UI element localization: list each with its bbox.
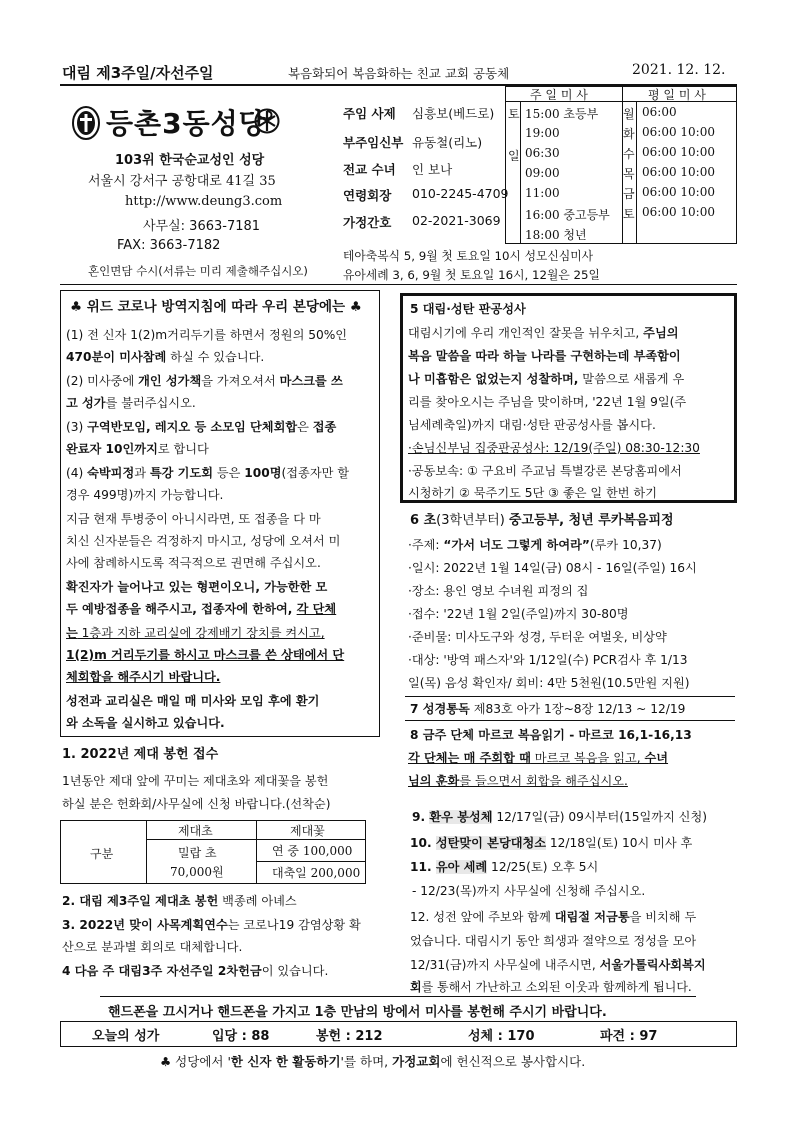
bulletin-title: 대림 제3주일/자선주일 xyxy=(62,64,214,82)
notice-item: 대림절 저금통 xyxy=(554,910,630,924)
weekday-label: 월 xyxy=(623,107,635,121)
covid-text: 접종 xyxy=(312,420,337,434)
mass-time: 15:00 초등부 xyxy=(525,107,599,121)
staff-role: 가정간호 xyxy=(343,215,392,230)
mass-time: 06:30 xyxy=(525,146,560,160)
bulletin-date: 2021. 12. 12. xyxy=(632,62,726,78)
mark-reading-text: 를 들으면서 회합을 해주십시오. xyxy=(459,774,628,788)
weekday-label: 화 xyxy=(623,127,635,141)
retreat-text: (루카 10,37) xyxy=(589,538,662,552)
retreat-title: (3학년부터) xyxy=(436,513,509,528)
covid-text: 개인 성가책 xyxy=(138,374,202,388)
staff-role: 연령회장 xyxy=(343,188,392,203)
retreat-text: ·접수: '22년 1월 2일(주일)까지 30-80명 xyxy=(408,607,629,621)
hymn-offertory: 봉헌 : 212 xyxy=(316,1029,383,1044)
notice-item: 을 비치해 두 xyxy=(629,910,697,924)
notice-item: 10. xyxy=(410,836,436,850)
bible-reading: 성경통독 xyxy=(422,702,470,716)
covid-text: (3) xyxy=(66,420,88,434)
hymn-entrance: 입당 : 88 xyxy=(212,1029,270,1044)
notice-item: 11. xyxy=(410,860,436,874)
second-collection: 4 다음 주 xyxy=(62,964,119,978)
offering-table xyxy=(60,820,366,884)
table-header: 제대꽃 xyxy=(290,824,325,838)
covid-text: 두 예방접종을 해주시고, 접종자에 한하여, xyxy=(66,602,297,616)
mark-reading-title: 8 금주 단체 마르코 복음읽기 - 마르코 16,1-16,13 xyxy=(410,728,692,742)
table-cell: 70,000원 xyxy=(170,865,224,879)
section-divider xyxy=(405,696,735,697)
blessing-note: 테아축복식 5, 9월 첫 토요일 10시 성모신심미사 xyxy=(343,249,594,263)
covid-text: 1(2)m 거리두기를 하시고 마스크를 쓴 상태에서 단 xyxy=(66,648,345,662)
footer-slogan: 한 신자 한 활동하기 xyxy=(230,1054,341,1069)
notice-item: - 12/23(목)까지 사무실에 신청해 주십시오. xyxy=(412,884,646,898)
website-link[interactable]: http://www.deung3.com xyxy=(125,194,283,209)
weekday-time: 06:00 10:00 xyxy=(642,205,715,219)
staff-name: 010-2245-4709 xyxy=(412,186,509,201)
covid-text: 구역반모임, 레지오 등 소모임 단체회합 xyxy=(87,420,298,434)
sunday-mass-header: 주 일 미 사 xyxy=(530,88,588,102)
staff-name: 인 보나 xyxy=(412,162,453,177)
notice-item: 9. xyxy=(412,810,430,824)
retreat-text: ·대상: '방역 패스자'와 1/12일(수) PCR검사 후 1/13 xyxy=(408,653,688,667)
retreat-text: ·주제: xyxy=(408,538,444,552)
table-cell: 밀랍 초 xyxy=(178,846,217,860)
covid-text: 을 가져오셔서 xyxy=(201,374,280,388)
notice-item: 회 xyxy=(410,980,422,994)
covid-text: 마스크를 쓰 xyxy=(279,374,343,388)
sunday-label: 일 xyxy=(508,149,520,163)
covid-text: 지금 현재 투병중이 아니시라면, 또 접종을 다 마 xyxy=(66,512,321,526)
candle-offering-name: 백종례 아녜스 xyxy=(218,894,297,908)
footer-line xyxy=(100,996,696,997)
covid-text: 사에 참례하시도록 적극적으로 권면해 주십시오. xyxy=(66,556,321,570)
advent-text: 리를 찾아오시는 주님을 맞이하며, '22년 1월 9일(주 xyxy=(408,395,687,409)
phone-notice: 핸드폰을 끄시거나 핸드폰을 가지고 1층 만남의 방에서 미사를 봉헌해 주시기 바랍니다. xyxy=(108,1005,607,1020)
covid-text: 100명 xyxy=(244,466,282,480)
mark-reading-text: 님의 훈화 xyxy=(408,774,460,788)
candle-offering: 2. 대림 제3주일 제대초 봉헌 xyxy=(62,894,219,908)
covid-text: 경우 499명)까지 가능합니다. xyxy=(66,488,224,502)
pastoral-plan-text: 산으로 분과별 회의로 대체합니다. xyxy=(62,940,243,954)
weekday-time: 06:00 10:00 xyxy=(642,125,715,139)
staff-name: 심흥보(베드로) xyxy=(412,106,495,121)
advent-text: 복음 말씀을 따라 하늘 나라를 구현하는데 부족함이 xyxy=(408,349,681,363)
retreat-text: ·준비물: 미사도구와 성경, 두터운 여벌옷, 비상약 xyxy=(408,630,667,644)
notice-item: 12/31(금)까지 사무실에 내주시면, xyxy=(410,958,600,972)
notice-item: 서울가톨릭사회복지 xyxy=(599,958,706,972)
covid-text: (2) 미사중에 xyxy=(66,374,139,388)
notice-item: 를 통해서 가난하고 소외된 이웃과 함께하게 됩니다. xyxy=(421,980,692,994)
wedding-notice: 혼인면담 수시(서류는 미리 제출해주십시오) xyxy=(88,264,308,278)
covid-text: 1층과 지하 교리실에 강제배기 장치를 켜시고, xyxy=(77,626,325,640)
retreat-text: 일(목) 음성 확인자/ 회비: 4만 5천원(10.5만원 지원) xyxy=(408,676,690,690)
staff-role: 부주임신부 xyxy=(343,135,404,150)
weekday-label: 목 xyxy=(623,167,635,181)
covid-text: 470분이 미사참례 xyxy=(66,350,167,364)
bible-reading: 제83호 아가 1장~8장 12/13 ~ 12/19 xyxy=(469,702,686,716)
covid-text: 과 xyxy=(134,466,150,480)
advent-text: 대림시기에 우리 개인적인 잘못을 뉘우치고, xyxy=(408,326,644,340)
advent-text: 님세례축일)까지 대림·성탄 판공성사를 봅시다. xyxy=(408,418,656,432)
covid-text: 와 소독을 실시하고 있습니다. xyxy=(66,716,225,730)
mass-time: 16:00 중고등부 xyxy=(525,208,610,222)
altar-offering-heading: 1. 2022년 제대 봉헌 접수 xyxy=(62,747,219,762)
bible-reading: 7 xyxy=(410,702,423,716)
staff-role: 전교 수녀 xyxy=(343,162,396,177)
mass-schedule-table xyxy=(505,86,737,244)
notice-item: 었습니다. 대림시기 동안 희생과 절약으로 정성을 모아 xyxy=(410,934,697,948)
covid-text: (1) 전 신자 1(2)m거리두기를 하면서 정원의 50%인 xyxy=(66,328,348,342)
weekday-time: 06:00 10:00 xyxy=(642,145,715,159)
fax-number: FAX: 3663-7182 xyxy=(117,238,221,253)
mass-time: 11:00 xyxy=(525,186,560,200)
covid-text: 치신 신자분들은 걱정하지 마시고, 성당에 오셔서 미 xyxy=(66,534,341,548)
covid-title: ♣ 위드 코로나 방역지침에 따라 우리 본당에는 ♣ xyxy=(70,299,362,315)
pastoral-plan: 3. 2022년 맞이 사목계획연수 xyxy=(62,918,228,932)
notice-item: 12/18일(토) 10시 미사 후 xyxy=(546,836,693,850)
table-cell: 연 중 100,000 xyxy=(272,844,353,858)
covid-text: 확진자가 늘어나고 있는 형편이오니, 가능한한 모 xyxy=(66,580,328,594)
covid-text: (4) xyxy=(66,466,88,480)
second-collection: 이 있습니다. xyxy=(261,964,329,978)
mass-time: 09:00 xyxy=(525,166,560,180)
advent-text: 주님의 xyxy=(643,326,679,340)
weekday-mass-header: 평 일 미 사 xyxy=(648,88,706,102)
covid-text: 숙박피정 xyxy=(87,466,135,480)
office-phone: 사무실: 3663-7181 xyxy=(143,219,261,234)
retreat-text: ·장소: 용인 영보 수녀원 피정의 집 xyxy=(408,584,589,598)
covid-text: 특강 기도회 xyxy=(149,466,213,480)
covid-text: 성전과 교리실은 매일 매 미사와 모임 후에 환기 xyxy=(66,694,320,708)
chi-rho-icon xyxy=(254,108,280,134)
covid-text: 등은 xyxy=(213,466,245,480)
staff-role: 주임 사제 xyxy=(343,106,396,121)
notice-item: 환우 봉성체 xyxy=(429,810,493,824)
advent-text: 말씀으로 새롭게 우 xyxy=(578,372,685,386)
covid-text: 완료자 10인까지 xyxy=(66,442,158,456)
mark-reading-text: 수녀 xyxy=(644,751,669,765)
church-seal-icon xyxy=(72,106,100,140)
advent-text: 시청하기 ② 묵주기도 5단 ③ 좋은 일 한번 하기 xyxy=(408,486,657,500)
parish-subtitle: 103위 한국순교성인 성당 xyxy=(115,153,265,168)
altar-offering-text: 하실 분은 헌화회/사무실에 신청 바랍니다.(선착순) xyxy=(62,797,331,811)
weekday-label: 금 xyxy=(623,187,635,201)
hymn-label: 오늘의 성가 xyxy=(92,1029,160,1044)
retreat-text: “가서 너도 그렇게 하여라” xyxy=(443,538,590,552)
staff-name: 유동철(리노) xyxy=(412,135,483,150)
saturday-label: 토 xyxy=(508,107,520,121)
church-name: 등촌3동성당 xyxy=(106,107,267,140)
weekday-time: 06:00 10:00 xyxy=(642,185,715,199)
covid-text: 각 단체 xyxy=(296,602,337,616)
weekday-time: 06:00 xyxy=(642,105,677,119)
footer-slogan: 가정교회 xyxy=(392,1054,441,1069)
covid-text: 를 불러주십시오. xyxy=(105,396,196,410)
mass-time: 19:00 xyxy=(525,126,560,140)
section-divider xyxy=(405,720,735,721)
covid-text: 로 합니다 xyxy=(157,442,209,456)
weekday-time: 06:00 10:00 xyxy=(642,165,715,179)
mark-reading-text: 각 단체는 매 주회합 때 xyxy=(408,751,531,765)
pastoral-plan-text: 는 코로나19 감염상황 확 xyxy=(227,918,361,932)
covid-text: (접종자만 할 xyxy=(281,466,350,480)
second-collection: 대림3주 자선주일 2차헌금 xyxy=(118,964,262,978)
retreat-text: ·일시: 2022년 1월 14일(금) 08시 - 16일(주일) 16시 xyxy=(408,561,697,575)
retreat-title: 6 xyxy=(410,513,424,528)
notice-item: 유아 세례 xyxy=(435,860,488,874)
covid-text: 고 성가 xyxy=(66,396,106,410)
table-cell: 대축일 200,000 xyxy=(272,866,361,880)
footer-slogan: 에 헌신적으로 봉사합시다. xyxy=(440,1054,586,1069)
footer-slogan: ♣ 성당에서 ' xyxy=(160,1054,231,1069)
notice-item: 12/25(토) 오후 5시 xyxy=(487,860,599,874)
covid-text: 은 xyxy=(297,420,313,434)
footer-slogan: '를 하며, xyxy=(340,1054,393,1069)
weekday-label: 토 xyxy=(623,207,635,221)
section-divider xyxy=(60,284,737,285)
church-address: 서울시 강서구 공항대로 41길 35 xyxy=(88,174,276,189)
mass-time: 18:00 청년 xyxy=(525,228,587,242)
mark-reading-text: 마르코 복음을 읽고, xyxy=(530,751,645,765)
table-header: 제대초 xyxy=(178,824,213,838)
advent-text: ·공동보속: ① 구요비 주교님 특별강론 본당홈피에서 xyxy=(408,464,682,478)
baptism-note: 유아세례 3, 6, 9월 첫 토요일 16시, 12월은 25일 xyxy=(343,268,600,282)
notice-item: 12/17일(금) 09시부터(15일까지 신청) xyxy=(492,810,707,824)
altar-offering-text: 1년동안 제대 앞에 꾸미는 제대초와 제대꽃을 봉헌 xyxy=(62,774,329,788)
covid-text: 는 xyxy=(66,626,78,640)
notice-item: 성탄맞이 본당대청소 xyxy=(435,836,547,850)
retreat-title: 초 xyxy=(423,513,437,528)
advent-title: 5 대림·성탄 판공성사 xyxy=(410,302,526,316)
retreat-title: 중고등부, 청년 루카복음피정 xyxy=(508,513,674,528)
covid-text: 하실 수 있습니다. xyxy=(166,350,265,364)
notice-item: 12. 성전 앞에 주보와 함께 xyxy=(410,910,555,924)
hymn-dismissal: 파견 : 97 xyxy=(600,1029,658,1044)
hymn-communion: 성체 : 170 xyxy=(468,1029,535,1044)
weekday-label: 수 xyxy=(623,147,635,161)
table-header: 구분 xyxy=(90,847,114,861)
staff-name: 02-2021-3069 xyxy=(412,213,501,228)
advent-text: ·손님신부님 집중판공성사: 12/19(주일) 08:30-12:30 xyxy=(408,441,700,455)
parish-motto: 복음화되어 복음화하는 친교 교회 공동체 xyxy=(288,66,510,81)
advent-text: 나 미흡함은 없었는지 성찰하며, xyxy=(408,372,579,386)
covid-text: 체회합을 해주시기 바랍니다. xyxy=(66,670,221,684)
